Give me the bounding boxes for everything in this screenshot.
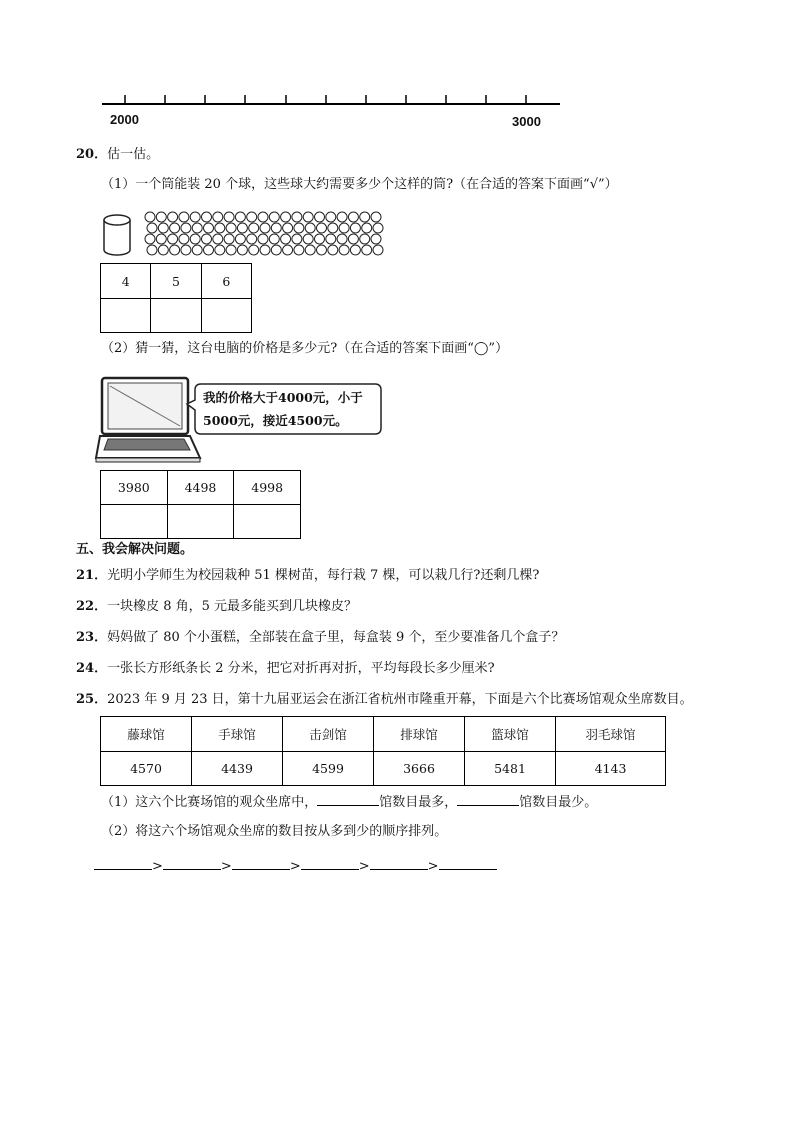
answer-cell[interactable] xyxy=(101,505,168,539)
question-number: 25． xyxy=(76,692,108,707)
bubble-line-1: 我的价格大于4000元，小于 xyxy=(203,390,363,405)
ball xyxy=(337,212,347,222)
question-25-part1 xyxy=(101,792,597,812)
part1-text-a: （1）这六个比赛场馆的观众坐席中， xyxy=(101,795,318,810)
answer-option: 6 xyxy=(201,264,251,299)
ball xyxy=(158,223,168,233)
question-20-part1-text: （1）一个筒能装 20 个球，这些球大约需要多少个这样的筒?（在合适的答案下面画“√”） xyxy=(101,177,618,192)
question-number: 21． xyxy=(76,568,108,583)
ball xyxy=(315,234,325,244)
answer-cell[interactable] xyxy=(101,299,151,333)
ball xyxy=(249,245,259,255)
ball xyxy=(294,223,304,233)
venue-seats: 3666 xyxy=(374,752,465,786)
venue-seats: 5481 xyxy=(465,752,556,786)
part1-text-b: 馆数目最多， xyxy=(379,795,458,810)
ball xyxy=(360,234,370,244)
ball xyxy=(281,234,291,244)
order-blank-4[interactable] xyxy=(301,856,359,870)
answer-blank-least[interactable] xyxy=(457,792,519,806)
venue-seats: 4143 xyxy=(556,752,666,786)
question-number: 24． xyxy=(76,661,108,676)
question-number: 20． xyxy=(76,147,108,162)
question-20-header xyxy=(76,146,159,164)
ball xyxy=(170,245,180,255)
ball xyxy=(226,245,236,255)
venue-name: 手球馆 xyxy=(192,717,283,752)
venue-seats-table xyxy=(100,716,666,786)
greater-than-sign: > xyxy=(358,859,370,874)
venue-name: 羽毛球馆 xyxy=(556,717,666,752)
ball xyxy=(328,223,338,233)
ball xyxy=(235,212,245,222)
ball xyxy=(204,223,214,233)
ball xyxy=(247,234,257,244)
question-24 xyxy=(76,660,495,678)
ball xyxy=(202,234,212,244)
ball xyxy=(192,245,202,255)
venue-name: 排球馆 xyxy=(374,717,465,752)
ball xyxy=(202,212,212,222)
ordering-blanks xyxy=(94,856,497,876)
ball xyxy=(204,245,214,255)
ball xyxy=(147,245,157,255)
venue-name: 藤球馆 xyxy=(101,717,192,752)
ball xyxy=(168,234,178,244)
ball xyxy=(237,245,247,255)
greater-than-sign: > xyxy=(152,859,163,874)
ball xyxy=(215,223,225,233)
question-text: 妈妈做了 80 个小蛋糕，全部装在盒子里，每盒装 9 个，至少要准备几个盒子？ xyxy=(107,630,565,645)
order-blank-3[interactable] xyxy=(232,856,290,870)
ball xyxy=(303,212,313,222)
ball xyxy=(326,212,336,222)
ball xyxy=(373,223,383,233)
ball xyxy=(337,234,347,244)
ball xyxy=(213,234,223,244)
ball xyxy=(305,245,315,255)
greater-than-sign: > xyxy=(427,859,439,874)
ball xyxy=(158,245,168,255)
question-25-part2: （2）将这六个场馆观众坐席的数目按从多到少的顺序排列。 xyxy=(101,824,448,839)
question-21 xyxy=(76,567,539,585)
ball xyxy=(303,234,313,244)
answer-option: 4498 xyxy=(167,471,234,505)
ball xyxy=(213,212,223,222)
answer-cell[interactable] xyxy=(167,505,234,539)
answer-option: 5 xyxy=(151,264,201,299)
ball xyxy=(362,245,372,255)
answer-blank-most[interactable] xyxy=(317,792,379,806)
part1-text-c: 馆数目最少。 xyxy=(519,795,598,810)
order-blank-6[interactable] xyxy=(439,856,497,870)
ball xyxy=(258,212,268,222)
number-line-right-label: 3000 xyxy=(512,114,541,129)
ball xyxy=(215,245,225,255)
ball xyxy=(260,245,270,255)
ball xyxy=(360,212,370,222)
ball xyxy=(339,245,349,255)
question-text: 一张长方形纸条长 2 分米，把它对折再对折，平均每段长多少厘米? xyxy=(107,661,495,676)
ball xyxy=(190,212,200,222)
ball xyxy=(326,234,336,244)
balls-icon xyxy=(144,210,394,260)
ball xyxy=(181,223,191,233)
ball xyxy=(362,223,372,233)
ball xyxy=(237,223,247,233)
answer-option: 4998 xyxy=(234,471,301,505)
ball xyxy=(281,212,291,222)
ball xyxy=(350,223,360,233)
venue-seats: 4599 xyxy=(283,752,374,786)
ball xyxy=(328,245,338,255)
ball xyxy=(179,234,189,244)
ball xyxy=(271,245,281,255)
order-blank-5[interactable] xyxy=(370,856,428,870)
ball xyxy=(269,212,279,222)
ball xyxy=(269,234,279,244)
ball xyxy=(283,245,293,255)
ball xyxy=(317,223,327,233)
ball xyxy=(145,234,155,244)
answer-cell[interactable] xyxy=(151,299,201,333)
question-25 xyxy=(76,691,693,709)
ball xyxy=(170,223,180,233)
ball xyxy=(258,234,268,244)
ball xyxy=(294,245,304,255)
order-blank-2[interactable] xyxy=(163,856,221,870)
ball xyxy=(156,234,166,244)
ball xyxy=(156,212,166,222)
ball xyxy=(339,223,349,233)
number-line xyxy=(100,88,570,108)
ball xyxy=(192,223,202,233)
ball xyxy=(348,212,358,222)
question-23 xyxy=(76,629,564,647)
question-text: 光明小学师生为校园栽种 51 棵树苗，每行栽 7 棵，可以栽几行?还剩几棵? xyxy=(107,568,540,583)
bubble-line-2: 5000元，接近4500元。 xyxy=(203,413,348,428)
ball xyxy=(348,234,358,244)
venue-name: 击剑馆 xyxy=(283,717,374,752)
question-20-part2-text: （2）猜一猜，这台电脑的价格是多少元?（在合适的答案下面画“◯”） xyxy=(101,341,509,356)
ball xyxy=(305,223,315,233)
venue-seats: 4570 xyxy=(101,752,192,786)
venue-seats: 4439 xyxy=(192,752,283,786)
question-22 xyxy=(76,598,357,616)
ball xyxy=(224,212,234,222)
question-title: 估一估。 xyxy=(107,147,160,162)
question-number: 23． xyxy=(76,630,108,645)
answer-option: 4 xyxy=(101,264,151,299)
answer-cell[interactable] xyxy=(234,505,301,539)
ball xyxy=(292,212,302,222)
ball xyxy=(235,234,245,244)
q20-part1-answer-table xyxy=(100,263,252,333)
question-number: 22． xyxy=(76,599,108,614)
ball xyxy=(190,234,200,244)
ball xyxy=(224,234,234,244)
ball xyxy=(373,245,383,255)
ball xyxy=(350,245,360,255)
ball xyxy=(145,212,155,222)
ball xyxy=(317,245,327,255)
ball xyxy=(247,212,257,222)
ball xyxy=(371,212,381,222)
ball xyxy=(249,223,259,233)
ball xyxy=(271,223,281,233)
answer-option: 3980 xyxy=(101,471,168,505)
section-5-title: 五、我会解决问题。 xyxy=(76,542,194,557)
ball xyxy=(260,223,270,233)
tube-icon xyxy=(100,212,136,256)
ball xyxy=(179,212,189,222)
question-text: 一块橡皮 8 角，5 元最多能买到几块橡皮？ xyxy=(107,599,358,614)
ball xyxy=(371,234,381,244)
venue-name: 篮球馆 xyxy=(465,717,556,752)
number-line-left-label: 2000 xyxy=(110,112,139,127)
ball xyxy=(168,212,178,222)
greater-than-sign: > xyxy=(220,859,232,874)
greater-than-sign: > xyxy=(289,859,301,874)
order-blank-1[interactable] xyxy=(94,856,152,870)
question-text: 2023 年 9 月 23 日，第十九届亚运会在浙江省杭州市隆重开幕，下面是六个比赛场馆观众坐席数目。 xyxy=(107,692,693,707)
ball xyxy=(181,245,191,255)
ball xyxy=(147,223,157,233)
ball xyxy=(292,234,302,244)
ball xyxy=(283,223,293,233)
q20-part2-answer-table xyxy=(100,470,301,539)
ball xyxy=(315,212,325,222)
answer-cell[interactable] xyxy=(201,299,251,333)
ball xyxy=(226,223,236,233)
